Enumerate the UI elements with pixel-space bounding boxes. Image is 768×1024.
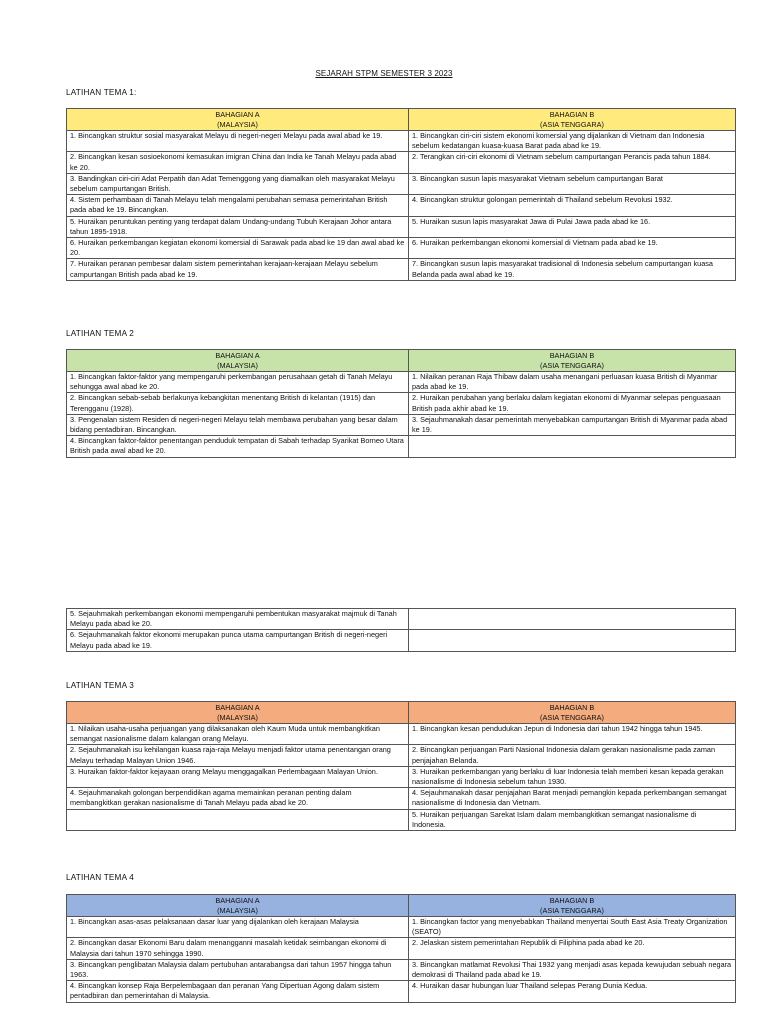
question-a: 7. Huraikan peranan pembesar dalam sistem pemerintahan kerajaan-kerajaan Melayu sebelum campurtangan British pada abad ke 19. (67, 259, 409, 280)
tema2-table-continued (66, 608, 736, 652)
table-row (67, 788, 736, 809)
question-b: 2. Terangkan ciri-ciri ekonomi di Vietnam sebelum campurtangan Perancis pada tahun 1884. (409, 152, 736, 173)
question-b: 2. Jelaskan sistem pemerintahan Republik di Filiphina pada abad ke 20. (409, 938, 736, 959)
table-row (67, 609, 736, 630)
table-header-row (67, 702, 736, 724)
question-b: 3. Sejauhmanakah dasar pemerintah menyebabkan campurtangan British di Myanmar pada abad ke 19. (409, 414, 736, 435)
table-row (67, 959, 736, 980)
table-row (67, 372, 736, 393)
table-row (67, 917, 736, 938)
question-b: 4. Sejauhmanakah dasar penjajahan Barat menjadi pemangkin kepada perkembangan semangat nasionalisme di Indonesia dan Vietnam. (409, 788, 736, 809)
question-a: 3. Pengenalan sistem Residen di negeri-negeri Melayu telah membawa perubahan yang besar dalam bidang pentadbiran. Bincangkan. (67, 414, 409, 435)
header-bahagian-a: BAHAGIAN A (MALAYSIA) (67, 702, 409, 724)
question-a: 2. Bincangkan dasar Ekonomi Baru dalam menangganni masalah ketidak seimbangan ekonomi di Malaysia dari tahun 1970 sehingga 1990. (67, 938, 409, 959)
question-b: 5. Huraikan perjuangan Sarekat Islam dalam membangkitkan semangat nasionalisme di Indonesia. (409, 809, 736, 830)
question-a: 3. Bincangkan penglibatan Malaysia dalam pertubuhan antarabangsa dari tahun 1957 hingga tahun 1963. (67, 959, 409, 980)
question-b (409, 609, 736, 630)
question-b: 3. Bincangkan matlamat Revolusi Thai 1932 yang menjadi asas kepada kewujudan sebuah negara demokrasi di Thailand pada abad ke 19. (409, 959, 736, 980)
question-a: 3. Bandingkan ciri-ciri Adat Perpatih dan Adat Temenggong yang diamalkan oleh masyarakat Melayu sebelum campurtangan British. (67, 173, 409, 194)
tema4-table (66, 894, 736, 1003)
question-a: 4. Bincangkan konsep Raja Berpelembagaan dan peranan Yang Dipertuan Agong dalam sistem pentadbiran dan pemerintahan di Malaysia. (67, 981, 409, 1002)
question-b (409, 630, 736, 651)
table-row (67, 745, 736, 766)
question-a: 2. Sejauhmanakah isu kehilangan kuasa raja-raja Melayu menjadi faktor utama penentangan orang Melayu terhadap Malayan Union 1946. (67, 745, 409, 766)
table-row (67, 436, 736, 457)
question-b: 6. Huraikan perkembangan ekonomi komersial di Vietnam pada abad ke 19. (409, 238, 736, 259)
question-a: 1. Nilaikan usaha-usaha perjuangan yang dilaksanakan oleh Kaum Muda untuk membangkitkan semangat nasionalisme dalam kalangan orang Melayu. (67, 724, 409, 745)
question-a: 4. Sejauhmanakah golongan berpendidikan agama memainkan peranan penting dalam membangkitkan gerakan nasionalisme di Tanah Melayu pada abad ke 20. (67, 788, 409, 809)
question-b: 2. Bincangkan perjuangan Parti Nasional Indonesia dalam gerakan nasionalisme pada zaman penjajahan Belanda. (409, 745, 736, 766)
question-b: 1. Bincangkan factor yang menyebabkan Thailand menyertai South East Asia Treaty Organization (SEATO) (409, 917, 736, 938)
table-row (67, 981, 736, 1002)
question-b: 1. Nilaikan peranan Raja Thibaw dalam usaha menangani perluasan kuasa British di Myanmar pada abad ke 19. (409, 372, 736, 393)
tema3-table (66, 701, 736, 831)
table-row (67, 938, 736, 959)
question-b (409, 436, 736, 457)
table-row (67, 393, 736, 414)
question-b: 4. Huraikan dasar hubungan luar Thailand selepas Perang Dunia Kedua. (409, 981, 736, 1002)
question-a: 4. Sistem perhambaan di Tanah Melayu telah mengalami perubahan semasa pemerintahan British pada abad ke 19. Bincangkan. (67, 195, 409, 216)
header-bahagian-a: BAHAGIAN A (MALAYSIA) (67, 895, 409, 917)
question-a (67, 809, 409, 830)
question-a: 1. Bincangkan struktur sosial masyarakat Melayu di negeri-negeri Melayu pada awal abad ke 19. (67, 131, 409, 152)
tema2-table (66, 349, 736, 458)
tema1-label: LATIHAN TEMA 1: (66, 88, 137, 97)
question-b: 3. Huraikan perkembangan yang berlaku di luar Indonesia telah memberi kesan kepada gerakan nasionalisme di Indonesia sebelum tahun 1930. (409, 766, 736, 787)
table-row (67, 238, 736, 259)
table-row (67, 766, 736, 787)
header-bahagian-b: BAHAGIAN B (ASIA TENGGARA) (409, 350, 736, 372)
question-b: 1. Bincangkan ciri-ciri sistem ekonomi komersial yang dijalankan di Vietnam dan Indonesia sebelum kedatangan kuasa-kuasa Barat pada abad ke 19. (409, 131, 736, 152)
question-a: 5. Sejauhmakah perkembangan ekonomi mempengaruhi pembentukan masyarakat majmuk di Tanah Melayu pada abad ke 20. (67, 609, 409, 630)
table-row (67, 809, 736, 830)
question-b: 4. Bincangkan struktur golongan pemerintah di Thailand sebelum Revolusi 1932. (409, 195, 736, 216)
question-b: 5. Huraikan susun lapis masyarakat Jawa di Pulai Jawa pada abad ke 16. (409, 216, 736, 237)
tema2-label: LATIHAN TEMA 2 (66, 329, 135, 338)
question-a: 6. Sejauhmanakah faktor ekonomi merupakan punca utama campurtangan British di negeri-negeri Melayu pada abad ke 19. (67, 630, 409, 651)
question-a: 3. Huraikan faktor-faktor kejayaan orang Melayu menggagalkan Perlembagaan Malayan Union. (67, 766, 409, 787)
question-b: 7. Bincangkan susun lapis masyarakat tradisional di Indonesia sebelum campurtangan kuasa Belanda pada awal abad ke 19. (409, 259, 736, 280)
table-row (67, 152, 736, 173)
table-row (67, 195, 736, 216)
question-b: 2. Huraikan perubahan yang berlaku dalam kegiatan ekonomi di Myanmar selepas penguasaan British pada akhir abad ke 19. (409, 393, 736, 414)
question-b: 1. Bincangkan kesan pendudukan Jepun di Indonesia dari tahun 1942 hingga tahun 1945. (409, 724, 736, 745)
table-row (67, 173, 736, 194)
question-a: 2. Bincangkan sebab-sebab berlakunya kebangkitan menentang British di kelantan (1915) dan Terengganu (1928). (67, 393, 409, 414)
table-row (67, 131, 736, 152)
header-bahagian-a: BAHAGIAN A (MALAYSIA) (67, 109, 409, 131)
header-bahagian-a: BAHAGIAN A (MALAYSIA) (67, 350, 409, 372)
question-a: 1. Bincangkan faktor-faktor yang mempengaruhi perkembangan perusahaan getah di Tanah Melayu sehungga awal abad ke 20. (67, 372, 409, 393)
tema3-label: LATIHAN TEMA 3 (66, 681, 135, 690)
question-a: 1. Bincangkan asas-asas pelaksanaan dasar luar yang dijalankan oleh kerajaan Malaysia (67, 917, 409, 938)
header-bahagian-b: BAHAGIAN B (ASIA TENGGARA) (409, 702, 736, 724)
page-title: SEJARAH STPM SEMESTER 3 2023 (315, 69, 453, 78)
table-header-row (67, 109, 736, 131)
table-row (67, 630, 736, 651)
header-bahagian-b: BAHAGIAN B (ASIA TENGGARA) (409, 895, 736, 917)
table-row (67, 414, 736, 435)
tema1-table (66, 108, 736, 281)
question-a: 4. Bincangkan faktor-faktor penentangan penduduk tempatan di Sabah terhadap Syarikat Borneo Utara British pada awal abad ke 20. (67, 436, 409, 457)
question-a: 5. Huraikan peruntukan penting yang terdapat dalam Undang-undang Tubuh Kerajaan Johor antara tahun 1895-1918. (67, 216, 409, 237)
table-row (67, 259, 736, 280)
table-row (67, 724, 736, 745)
tema4-label: LATIHAN TEMA 4 (66, 873, 135, 882)
question-b: 3. Bincangkan susun lapis masyarakat Vietnam sebelum campurtangan Barat (409, 173, 736, 194)
table-header-row (67, 350, 736, 372)
question-a: 6. Huraikan perkembangan kegiatan ekonomi komersial di Sarawak pada abad ke 19 dan awal abad ke 20. (67, 238, 409, 259)
question-a: 2. Bincangkan kesan sosioekonomi kemasukan imigran China dan India ke Tanah Melayu pada abad ke 20. (67, 152, 409, 173)
table-header-row (67, 895, 736, 917)
table-row (67, 216, 736, 237)
header-bahagian-b: BAHAGIAN B (ASIA TENGGARA) (409, 109, 736, 131)
